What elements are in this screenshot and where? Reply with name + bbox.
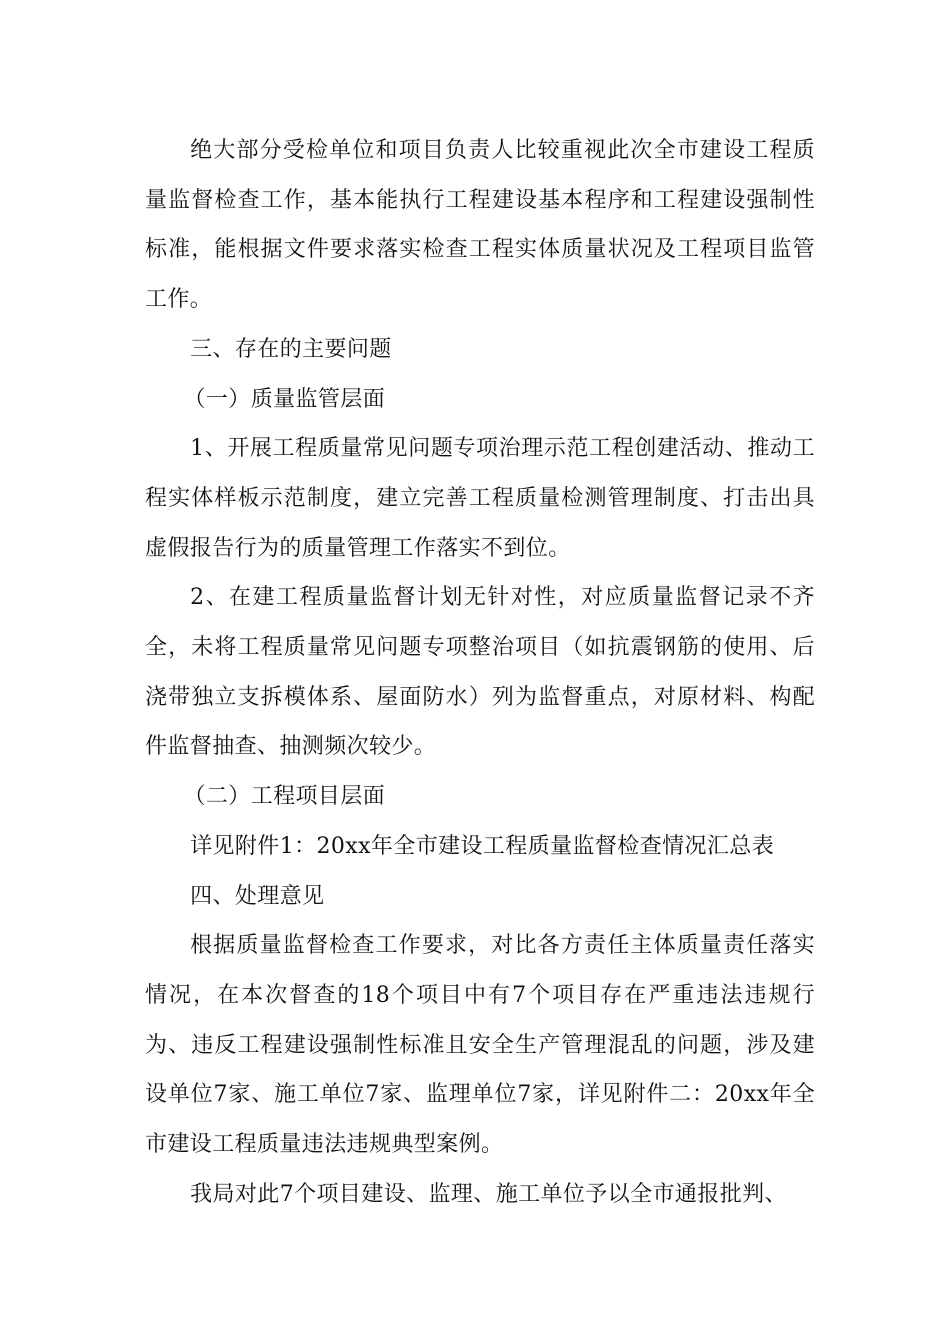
subheading-project-level: （二）工程项目层面 (183, 784, 386, 810)
subheading-quality-supervision: （一）质量监管层面 (183, 386, 386, 412)
paragraph-problem-2: 2、在建工程质量监督计划无针对性，对应质量监督记录不齐全，未将工程质量常见问题专项整治项目（如抗震钢筋的使用、后浇带独立支拆模体系、屋面防水）列为监督重点，对原材料、构配件监督抽查、抽测频次较少。 (145, 585, 815, 760)
document-body (145, 126, 815, 1219)
paragraph-attachment-1-reference: 详见附件1：20xx年全市建设工程质量监督检查情况汇总表 (190, 833, 775, 859)
paragraph-handling-details: 根据质量监督检查工作要求，对比各方责任主体质量责任落实情况，在本次督查的18个项目中有7个项目存在严重违法违规行为、违反工程建设强制性标准且安全生产管理混乱的问题，涉及建设单位7家、施工单位7家、监理单位7家，详见附件二：20xx年全市建设工程质量违法违规典型案例。 (145, 933, 815, 1158)
paragraph-problem-1: 1、开展工程质量常见问题专项治理示范工程创建活动、推动工程实体样板示范制度，建立完善工程质量检测管理制度、打击出具虚假报告行为的质量管理工作落实不到位。 (145, 436, 815, 561)
paragraph-bureau-action: 我局对此7个项目建设、监理、施工单位予以全市通报批判、 (190, 1181, 787, 1207)
section-heading-handling-opinions: 四、处理意见 (190, 883, 325, 909)
paragraph-inspection-summary: 绝大部分受检单位和项目负责人比较重视此次全市建设工程质量监督检查工作，基本能执行工程建设基本程序和工程建设强制性标准，能根据文件要求落实检查工程实体质量状况及工程项目监管工作。 (145, 138, 815, 313)
section-heading-main-problems: 三、存在的主要问题 (190, 336, 392, 362)
